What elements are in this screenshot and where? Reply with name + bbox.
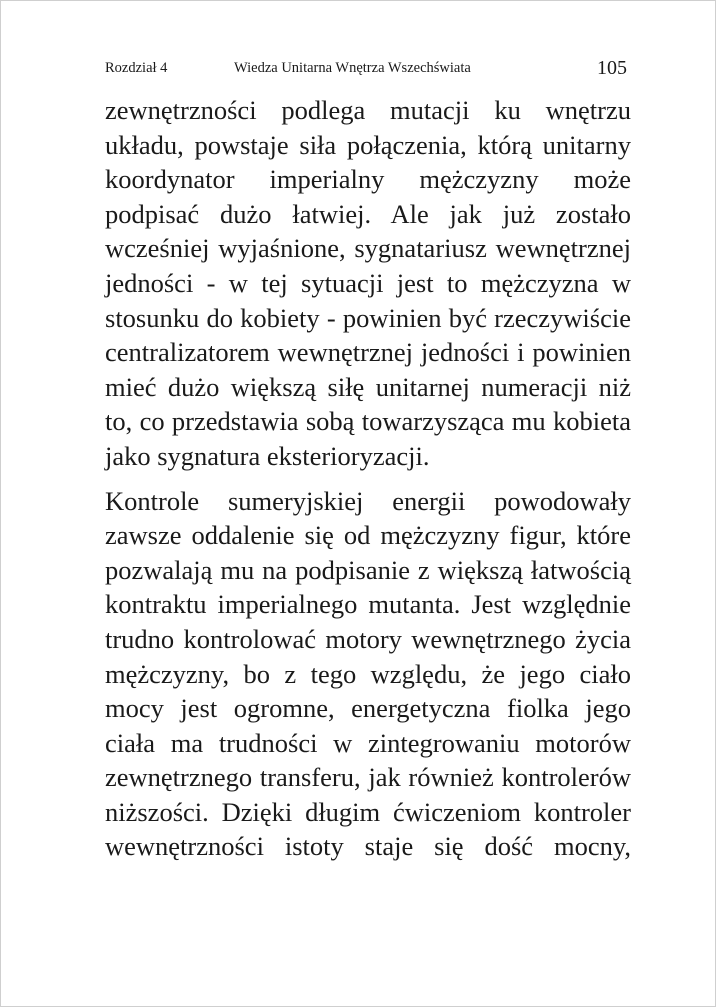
- book-title: Wiedza Unitarna Wnętrza Wszechświata: [234, 60, 471, 76]
- paragraph: Kontrole sumeryjskiej energii powodowały zawsze oddalenie się od mężczyzny figur, które pozwalają mu na podpisanie z większą łatwością kontraktu imperialnego mutanta. Jest względnie trudno kontrolować motory wewnętrznego życia mężczyzny, bo z tego względu, że jego ciało mocy jest ogromne, energetyczna fiolka jego ciała ma trudności w zintegrowaniu motorów zewnętrznego transferu, jak również kontrolerów niższości. Dzięki długim ćwiczeniom kontroler wewnętrzności istoty staje się dość mocny,: [105, 485, 631, 862]
- running-header: [105, 57, 627, 81]
- paragraph: zewnętrzności podlega mutacji ku wnętrzu układu, powstaje siła połączenia, którą unitarny koordynator imperialny mężczyzny może podpisać dużo łatwiej. Ale jak już zostało wcześniej wyjaśnione, sygnatariusz wewnętrznej jedności - w tej sytuacji jest to mężczyzna w stosunku do kobiety - powinien być rzeczywiście centralizatorem wewnętrznej jedności i powinien mieć dużo większą siłę unitarnej numeracji niż to, co przedstawia sobą towarzysząca mu kobieta jako sygnatura eksterioryzacji.: [105, 95, 631, 471]
- page-number: 105: [597, 57, 627, 79]
- body-text: [105, 93, 631, 864]
- chapter-label: Rozdział 4: [105, 60, 168, 76]
